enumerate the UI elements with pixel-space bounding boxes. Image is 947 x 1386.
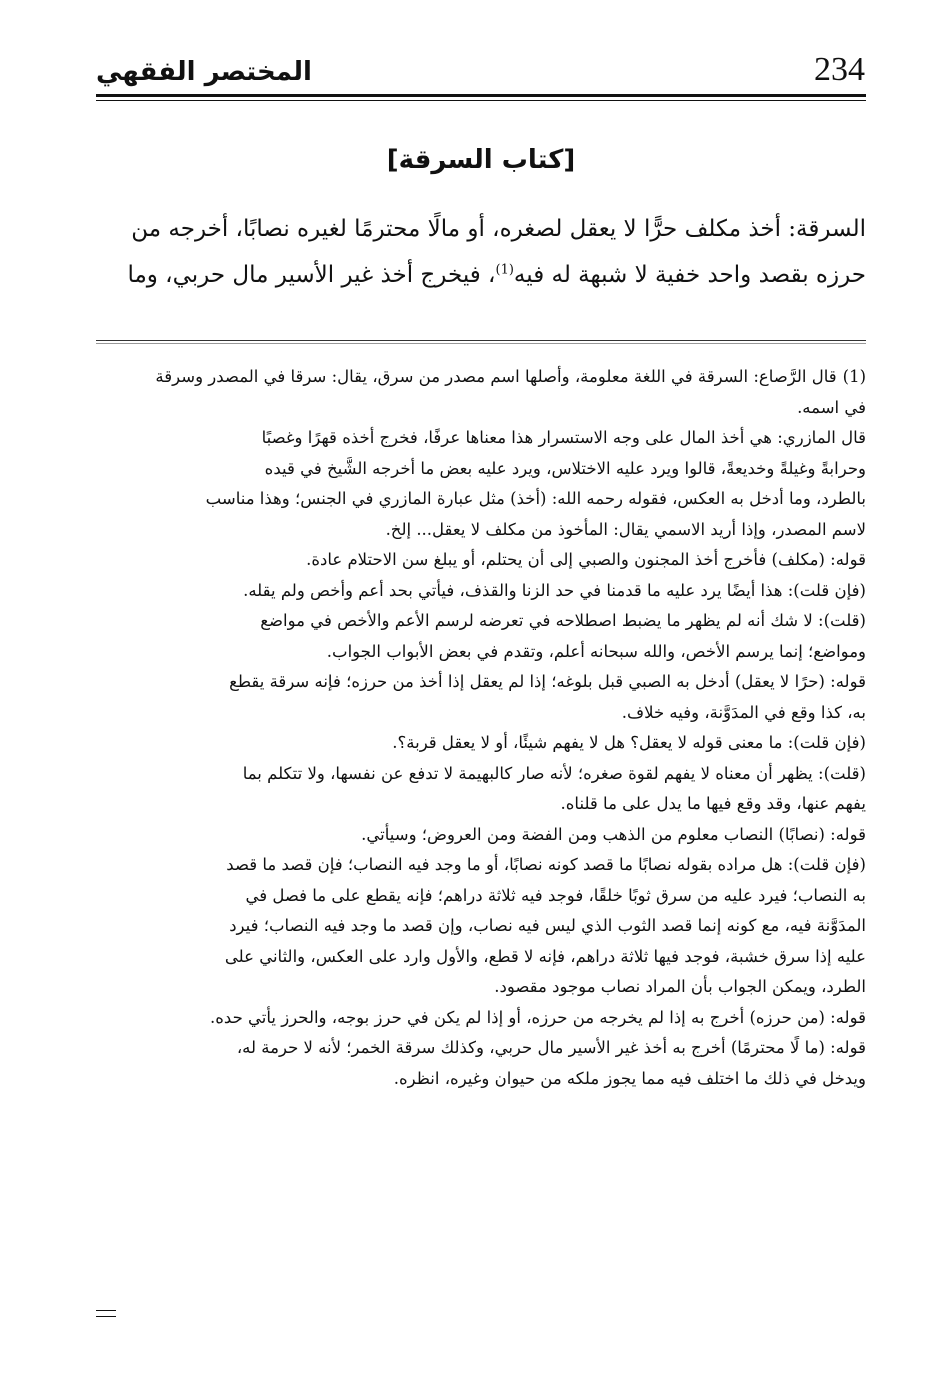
continuation-mark — [96, 1310, 116, 1318]
footnote-line: الطرد، ويمكن الجواب بأن المراد نصاب موجود مقصود. — [494, 977, 866, 996]
footnote-line: (قلت): لا شك أنه لم يظهر ما يضبط اصطلاحه في تعرضه لرسم الأعم والأخص في مواضع — [260, 611, 866, 630]
footnotes — [96, 362, 866, 1094]
footnote-line: عليه إذا سرق خشبة، فوجد فيها ثلاثة دراهم، فإنه لا قطع، والأول وارد على العكس، والثاني على — [224, 946, 866, 966]
main-text-segment: حرزه بقصد واحد خفية لا شبهة له فيه — [513, 262, 866, 288]
footnote-lines — [96, 393, 866, 1095]
main-text-line: السرقة: أخذ مكلف حرًّا لا يعقل لصغره، أو مالًا محترمًا لغيره نصابًا، أخرجه من — [131, 216, 866, 242]
footnote-number: (1) — [842, 367, 866, 386]
footnote-line: لاسم المصدر، وإذا أريد الاسمي يقال: المأخوذ من مكلف لا يعقل... إلخ. — [385, 519, 866, 539]
footnote-line: يفهم عنها، وقد وقع فيها ما يدل على ما قلناه. — [560, 794, 866, 813]
footnote-line: ويدخل في ذلك ما اختلف فيه مما يجوز ملكه من حيوان وغيره، انظره. — [393, 1068, 866, 1088]
main-text-line — [96, 252, 866, 298]
header-rule — [96, 94, 866, 97]
footnote-line: قوله: (حرًا لا يعقل) أدخل به الصبي قبل بلوغه؛ إذا لم يعقل إذا أخذ من حرزه؛ فإنه سرقة يقطع — [229, 672, 866, 691]
footnote-separator-thin — [96, 343, 866, 344]
footnote-line: (فإن قلت): هذا أيضًا يرد عليه ما قدمنا في حد الزنا والقذف، فيأتي بحد أعم وأخص ولم يقله. — [243, 580, 866, 600]
footnote-line: به، كذا وقع في المدَوَّنة، وفيه خلاف. — [621, 702, 866, 722]
footnote-line: قال المازري: هي أخذ المال على وجه الاستسرار هذا معناها عرفًا، فخرج أخذه قهرًا وغصبًا — [261, 428, 866, 447]
footnote-line: وحرابةً وغيلةً وخديعةً، قالوا ويرد عليه الاختلاس، ويرد عليه بعض ما أخرجه الشَّيخ في قيده — [264, 458, 866, 478]
chapter-title: [كتاب السرقة] — [386, 145, 576, 175]
footnote-line: قوله: (نصابًا) النصاب معلوم من الذهب ومن الفضة ومن العروض؛ وسيأتي. — [361, 824, 866, 844]
page-header — [96, 50, 866, 100]
page-number: 234 — [814, 51, 865, 88]
footnote-line: قوله: (مكلف) فأخرج أخذ المجنون والصبي إلى أن يحتلم، أو يبلغ سن الاحتلام عادة. — [306, 550, 866, 569]
running-title: المختصر الفقهي — [96, 57, 312, 87]
footnote-line: بالطرد، وما أدخل به العكس، فقوله رحمه الله: (أخذ) مثل عبارة المازري في الجنس؛ وهذا مناسب — [205, 489, 866, 508]
main-text-segment: ، فيخرج أخذ غير الأسير مال حربي، وما — [127, 262, 496, 288]
header-rule-thin — [96, 100, 866, 101]
footnote-line: ومواضع؛ إنما يرسم الأخص، والله سبحانه أعلم، وتقدم في بعض الأبواب الجواب. — [326, 641, 866, 661]
footnote-line: في اسمه. — [797, 397, 866, 417]
footnote-line: به النصاب؛ فيرد عليه من سرق ثوبًا خلقًا، فوجد فيه ثلاثة دراهم؛ فإنه يقطع على ما فصل في — [245, 885, 866, 905]
main-text — [96, 206, 866, 298]
footnote-line: (فإن قلت): هل مراده بقوله نصابًا ما قصد كونه نصابًا، أو ما وجد فيه النصاب؛ فإن قصد ما قصد — [226, 855, 866, 874]
footnote-separator — [96, 340, 866, 341]
footnote-line: (قلت): يظهر أن معناه لا يفهم لقوة صغره؛ لأنه صار كالبهيمة لا تدفع عن نفسها، ولا تتكلم بما — [242, 763, 866, 783]
footnote-line: قوله: (ما لًا محترمًا) أخرج به أخذ غير الأسير مال حربي، وكذلك سرقة الخمر؛ لأنه لا حرمة له، — [236, 1038, 866, 1057]
footnote-line: (فإن قلت): ما معنى قوله لا يعقل؟ هل لا يفهم شيئًا، أو لا يعقل قربة؟. — [392, 733, 866, 752]
footnote-text: قال الرَّصاع: السرقة في اللغة معلومة، وأصلها اسم مصدر من سرق، يقال: سرقا في المصدر وسرقة — [155, 367, 837, 386]
footnote-line: المدَوَّنة فيه، مع كونه إنما قصد الثوب الذي ليس فيه نصاب، وإن قصد ما وجد فيه النصاب؛ فيرد — [229, 916, 866, 935]
footnote-line: قوله: (من حرزه) أخرج به إذا لم يخرجه من حرزه، أو إذا لم يكن في حرز بوجه، والحرز يأتي حده. — [210, 1007, 866, 1027]
footnote-line — [96, 362, 866, 393]
footnote-reference[interactable]: (1) — [495, 262, 514, 278]
